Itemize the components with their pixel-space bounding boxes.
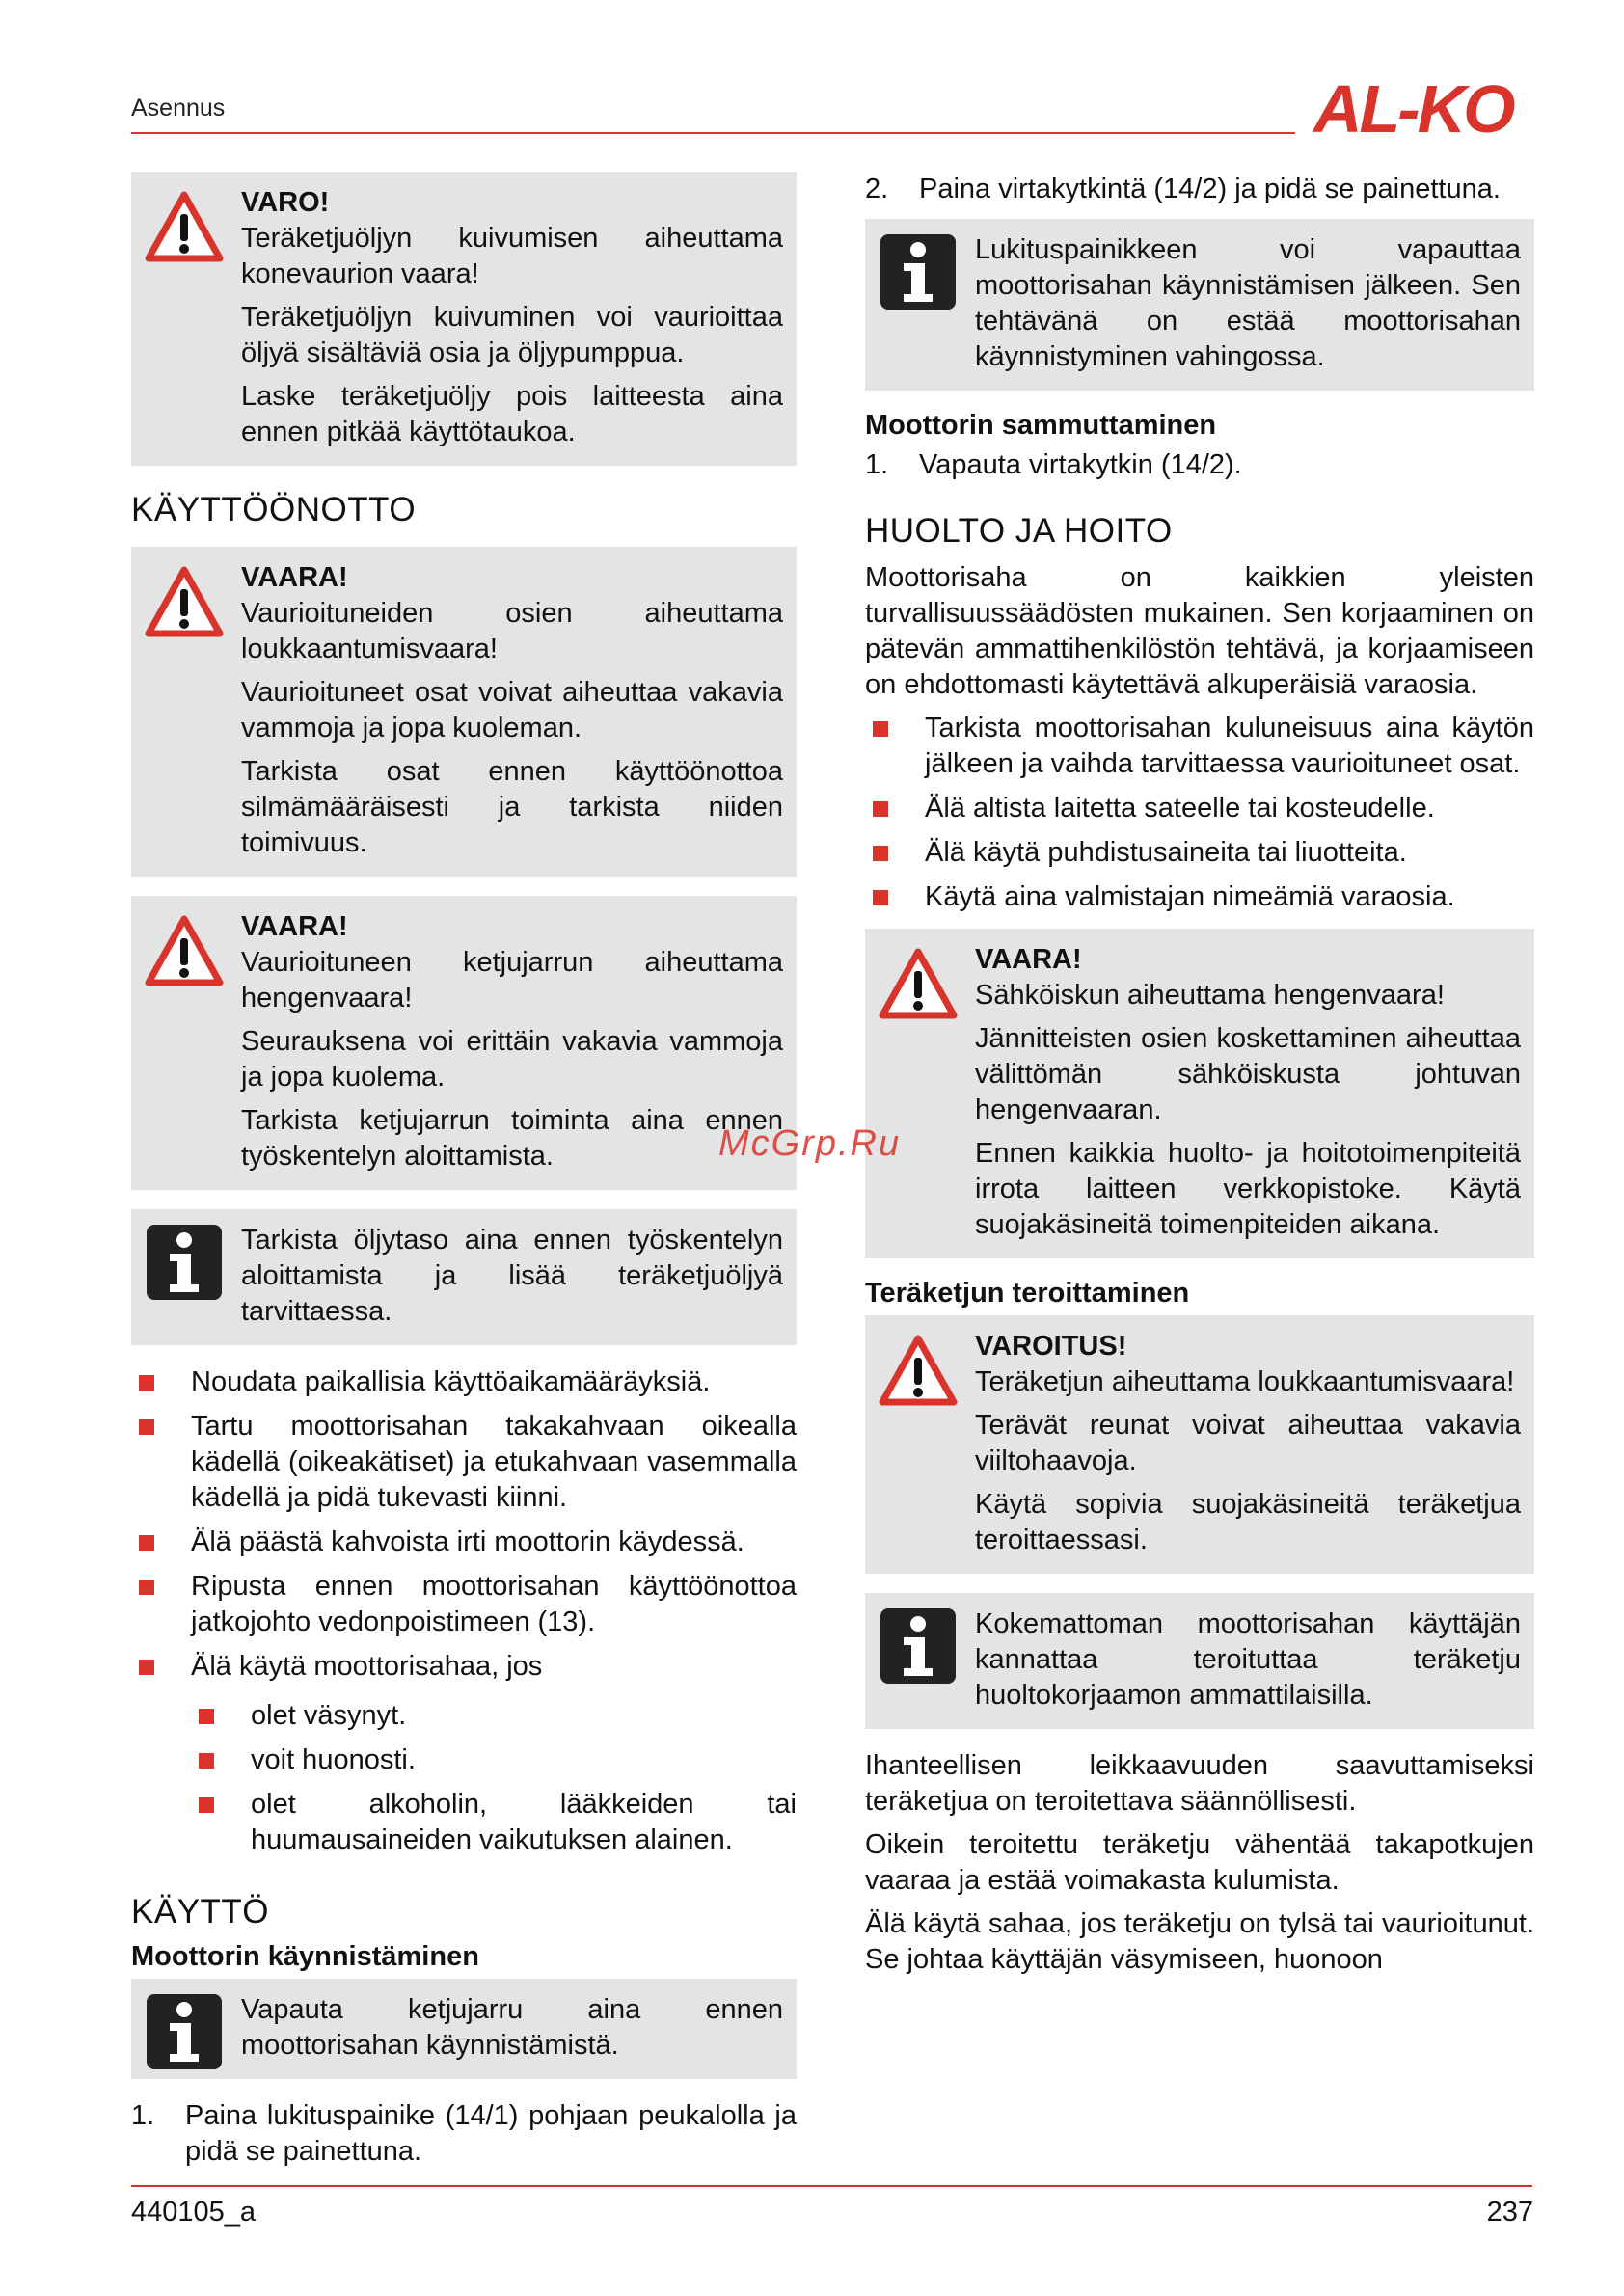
danger-text-2: Jännitteisten osien koskettaminen aiheuttaa välittömän sähköiskusta johtuvan hengenvaaran. bbox=[975, 1023, 1521, 1125]
danger-box-1 bbox=[131, 547, 797, 877]
step-text: Vapauta virtakytkin (14/2). bbox=[919, 449, 1242, 480]
heading-sammuttaminen: Moottorin sammuttaminen bbox=[865, 410, 1217, 441]
list-item: Ripusta ennen moottorisahan käyttöönottoa jatkojohto vedonpoistimeen (13). bbox=[131, 1569, 797, 1640]
page-number: 237 bbox=[1486, 2197, 1533, 2228]
danger-text-2: Seurauksena voi erittäin vakavia vammoja ja jopa kuolema. bbox=[241, 1026, 783, 1093]
info-icon bbox=[879, 232, 958, 311]
list-item: Älä käytä moottorisahaa, jos bbox=[131, 1649, 797, 1685]
danger-title: VAARA! bbox=[241, 562, 348, 593]
start-steps-cont bbox=[865, 172, 1534, 207]
sharpening-paragraph-1: Ihanteellisen leikkaavuuden saavuttamiseksi teräketjua on teroitettava säännöllisesti. bbox=[865, 1750, 1534, 1817]
info-box-4 bbox=[865, 1593, 1534, 1729]
start-steps bbox=[131, 2098, 797, 2170]
document-id: 440105_a bbox=[131, 2197, 257, 2228]
heading-kayttoonotto: KÄYTTÖÖNOTTO bbox=[131, 491, 417, 528]
heading-kaynnistaminen: Moottorin käynnistäminen bbox=[131, 1941, 479, 1972]
caution-title: VARO! bbox=[241, 187, 330, 218]
step-number: 2. bbox=[865, 174, 889, 204]
info-box-3 bbox=[865, 219, 1534, 391]
list-item: Älä päästä kahvoista irti moottorin käydessä. bbox=[131, 1525, 797, 1560]
heading-kaytto: KÄYTTÖ bbox=[131, 1893, 270, 1931]
info-box-1 bbox=[131, 1209, 797, 1345]
danger-text-3: Ennen kaikkia huolto- ja hoitotoimenpiteitä irrota laitteen verkkopistoke. Käytä suojakäsineitä toimenpiteiden aikana. bbox=[975, 1138, 1521, 1240]
warning-box bbox=[865, 1315, 1534, 1574]
warning-icon bbox=[879, 1333, 958, 1412]
list-item: Käytä aina valmistajan nimeämiä varaosia. bbox=[865, 879, 1534, 915]
warning-icon bbox=[145, 189, 224, 268]
danger-text-1: Vaurioituneiden osien aiheuttama loukkaantumisvaara! bbox=[241, 598, 783, 664]
caution-text-3: Laske teräketjuöljy pois laitteesta aina ennen pitkää käyttötaukoa. bbox=[241, 381, 783, 447]
danger-text-3: Tarkista ketjujarrun toiminta aina ennen työskentelyn aloittamista. bbox=[241, 1105, 783, 1172]
header-rule bbox=[131, 132, 1295, 134]
step-text: Paina lukituspainike (14/1) pohjaan peukalolla ja pidä se painettuna. bbox=[185, 2100, 797, 2167]
maintenance-list bbox=[865, 711, 1534, 915]
warning-text-1: Teräketjun aiheuttama loukkaantumisvaara! bbox=[975, 1366, 1515, 1397]
list-item: Älä altista laitetta sateelle tai kosteudelle. bbox=[865, 791, 1534, 826]
danger-box-2 bbox=[131, 896, 797, 1190]
step-item bbox=[131, 2098, 797, 2170]
warning-icon bbox=[879, 946, 958, 1025]
step-text: Paina virtakytkintä (14/2) ja pidä se painettuna. bbox=[919, 174, 1501, 204]
usage-sub-list bbox=[191, 1698, 797, 1858]
list-item: olet alkoholin, lääkkeiden tai huumausaineiden vaikutuksen alainen. bbox=[191, 1787, 797, 1858]
heading-teroittaminen: Teräketjun teroittaminen bbox=[865, 1278, 1190, 1309]
watermark: McGrp.Ru bbox=[718, 1123, 902, 1164]
info-icon bbox=[145, 1223, 224, 1302]
huolto-paragraph: Moottorisaha on kaikkien yleisten turvallisuussäädösten mukainen. Sen korjaaminen on pätevän ammattihenkilöstön tehtävä, ja korjaamiseen on ehdottomasti käytettävä alkuperäisiä varaosia. bbox=[865, 562, 1534, 700]
list-item: Älä käytä puhdistusaineita tai liuotteita. bbox=[865, 835, 1534, 871]
warning-text-3: Käytä sopivia suojakäsineitä teräketjua teroittaessasi. bbox=[975, 1489, 1521, 1555]
caution-text-2: Teräketjuöljyn kuivuminen voi vaurioittaa öljyä sisältäviä osia ja öljypumppua. bbox=[241, 302, 783, 368]
sharpening-paragraph-3: Älä käytä sahaa, jos teräketju on tylsä tai vaurioitunut. Se johtaa käyttäjän väsymiseen, huonoon bbox=[865, 1908, 1534, 1975]
info-icon bbox=[879, 1607, 958, 1686]
usage-rules-list bbox=[131, 1364, 797, 1685]
info-text: Kokemattoman moottorisahan käyttäjän kannattaa teroituttaa teräketju huoltokorjaamon ammattilaisilla. bbox=[975, 1608, 1521, 1711]
list-item: Tartu moottorisahan takakahvaan oikealla kädellä (oikeakätiset) ja etukahvaan vasemmalla kädellä ja pidä tukevasti kiinni. bbox=[131, 1409, 797, 1516]
left-column bbox=[131, 172, 797, 2181]
step-item bbox=[865, 447, 1534, 483]
info-box-2 bbox=[131, 1979, 797, 2079]
danger-title: VAARA! bbox=[975, 944, 1082, 975]
list-item: Tarkista moottorisahan kuluneisuus aina käytön jälkeen ja vaihda tarvittaessa vaurioituneet osat. bbox=[865, 711, 1534, 782]
danger-text-3: Tarkista osat ennen käyttöönottoa silmämääräisesti ja tarkista niiden toimivuus. bbox=[241, 756, 783, 858]
warning-text-2: Terävät reunat voivat aiheuttaa vakavia viiltohaavoja. bbox=[975, 1410, 1521, 1476]
danger-text-2: Vaurioituneet osat voivat aiheuttaa vakavia vammoja ja jopa kuoleman. bbox=[241, 677, 783, 743]
info-text: Tarkista öljytaso aina ennen työskentelyn aloittamista ja lisää teräketjuöljyä tarvittaessa. bbox=[241, 1225, 783, 1327]
heading-huolto: HUOLTO JA HOITO bbox=[865, 512, 1173, 550]
danger-box-3 bbox=[865, 929, 1534, 1258]
step-item bbox=[865, 172, 1534, 207]
danger-text-1: Vaurioituneen ketjujarrun aiheuttama hengenvaara! bbox=[241, 947, 783, 1013]
caution-text-1: Teräketjuöljyn kuivumisen aiheuttama konevaurion vaara! bbox=[241, 223, 783, 289]
sharpening-paragraph-2: Oikein teroitettu teräketju vähentää takapotkujen vaaraa ja estää voimakasta kulumista. bbox=[865, 1829, 1534, 1896]
caution-box bbox=[131, 172, 797, 466]
warning-icon bbox=[145, 564, 224, 643]
info-text: Lukituspainikkeen voi vapauttaa moottorisahan käynnistämisen jälkeen. Sen tehtävänä on estää moottorisahan käynnistyminen vahingossa. bbox=[975, 234, 1521, 372]
list-item: olet väsynyt. bbox=[191, 1698, 797, 1734]
stop-steps bbox=[865, 447, 1534, 483]
danger-title: VAARA! bbox=[241, 911, 348, 942]
danger-text-1: Sähköiskun aiheuttama hengenvaara! bbox=[975, 980, 1445, 1011]
section-title: Asennus bbox=[131, 95, 226, 122]
list-item: voit huonosti. bbox=[191, 1742, 797, 1778]
brand-logo: AL-KO bbox=[1313, 71, 1513, 147]
step-number: 1. bbox=[865, 449, 889, 480]
footer-rule bbox=[131, 2185, 1532, 2187]
info-text: Vapauta ketjujarru aina ennen moottorisahan käynnistämistä. bbox=[241, 1994, 783, 2061]
info-icon bbox=[145, 1992, 224, 2071]
right-column bbox=[865, 172, 1534, 1985]
warning-title: VAROITUS! bbox=[975, 1331, 1127, 1362]
warning-icon bbox=[145, 913, 224, 992]
list-item: Noudata paikallisia käyttöaikamääräyksiä. bbox=[131, 1364, 797, 1400]
step-number: 1. bbox=[131, 2100, 155, 2131]
